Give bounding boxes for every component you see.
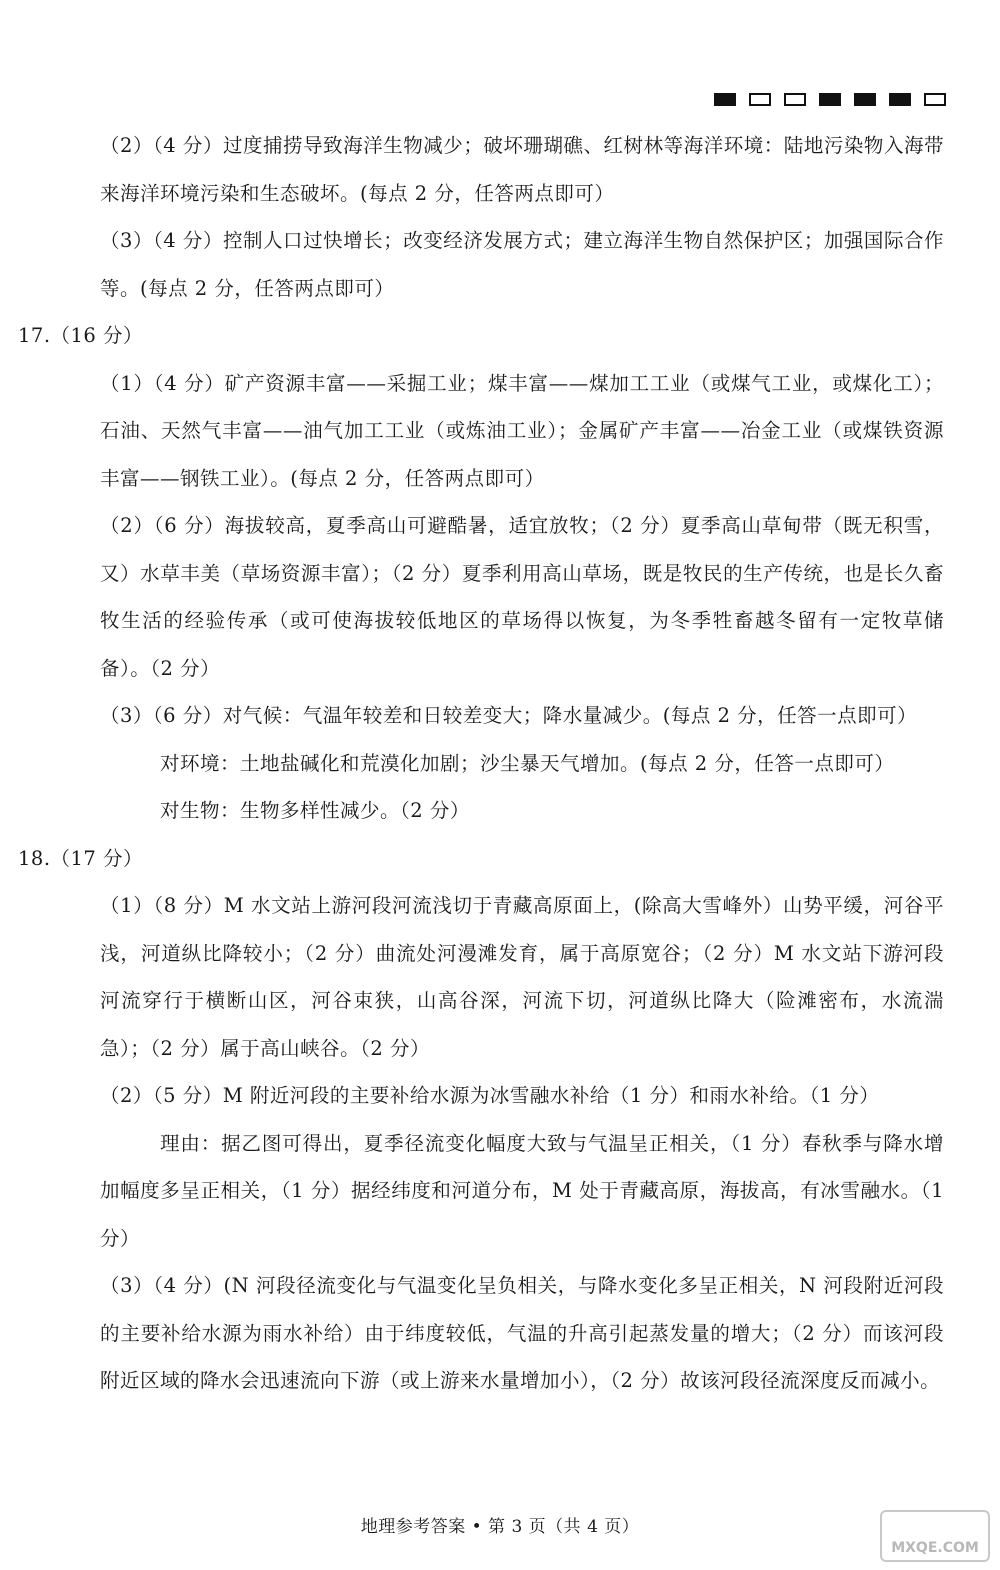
answer-18-3: （3）（4 分）(N 河段径流变化与气温变化呈负相关，与降水变化多呈正相关，N 河段附近河段的主要补给水源为雨水补给）由于纬度较低，气温的升高引起蒸发量的增大；（2 分）而该河段附近区域的降水会迅速流向下游（或上游来水量增加小），（2 分）故该河段径流深度反而减小。	[100, 1274, 944, 1392]
empty-square-marker	[749, 93, 771, 106]
answer-17-2: （2）（6 分）海拔较高，夏季高山可避酷暑，适宜放牧；（2 分）夏季高山草甸带（既无积雪，又）水草丰美（草场资源丰富）；（2 分）夏季利用高山草场，既是牧民的生产传统，也是长久畜牧生活的经验传承（或可使海拔较低地区的草场得以恢复，为冬季牲畜越冬留有一定牧草储备）。（2 分）	[100, 514, 944, 680]
answer-18-1: （1）（8 分）M 水文站上游河段河流浅切于青藏高原面上，(除高大雪峰外）山势平缓，河谷平浅，河道纵比降较小；（2 分）曲流处河漫滩发育，属于高原宽谷；（2 分）M 水文站下游河段河流穿行于横断山区，河谷束狭，山高谷深，河流下切，河道纵比降大（险滩密布，水流湍急）；（2 分）属于高山峡谷。（2 分）	[100, 894, 944, 1060]
empty-square-marker	[924, 93, 946, 106]
page-footer: 地理参考答案 • 第 3 页（共 4 页）	[360, 1517, 640, 1537]
answer-18-2: （2）（5 分）M 附近河段的主要补给水源为冰雪融水补给（1 分）和雨水补给。（1 分）	[100, 1084, 880, 1107]
page-markers	[714, 93, 946, 106]
answer-17-3-environment: 对环境：土地盐碱化和荒漠化加剧；沙尘暴天气增加。(每点 2 分，任答一点即可）	[160, 751, 895, 775]
answer-16-3: （3）（4 分）控制人口过快增长；改变经济发展方式；建立海洋生物自然保护区；加强国际合作等。(每点 2 分，任答两点即可）	[100, 229, 944, 300]
filled-square-marker	[889, 93, 911, 106]
filled-square-marker	[714, 93, 736, 106]
filled-square-marker	[819, 93, 841, 106]
answer-17-3-biology: 对生物：生物多样性减少。（2 分）	[160, 799, 470, 822]
answer-content	[18, 122, 944, 1405]
empty-square-marker	[784, 93, 806, 106]
question-18-heading: 18.（17 分）	[18, 846, 144, 870]
question-17-heading: 17.（16 分）	[18, 324, 144, 347]
filled-square-marker	[854, 93, 876, 106]
site-watermark-logo	[880, 1510, 990, 1562]
answer-18-2-reason: 理由：据乙图可得出，夏季径流变化幅度大致与气温呈正相关，（1 分）春秋季与降水增加幅度多呈正相关，（1 分）据经纬度和河道分布，M 处于青藏高原，海拔高，有冰雪融水。（1 分）	[100, 1131, 944, 1250]
answer-17-1: （1）（4 分）矿产资源丰富——采掘工业；煤丰富——煤加工工业（或煤气工业，或煤化工）；石油、天然气丰富——油气加工工业（或炼油工业）；金属矿产丰富——冶金工业（或煤铁资源丰富——钢铁工业）。(每点 2 分，任答两点即可）	[100, 371, 944, 490]
answer-17-3: （3）（6 分）对气候：气温年较差和日较差变大；降水量减少。(每点 2 分，任答一点即可）	[100, 704, 918, 727]
watermark-text: MXQE.COM	[891, 1540, 979, 1556]
answer-16-2: （2）（4 分）过度捕捞导致海洋生物减少；破坏珊瑚礁、红树林等海洋环境：陆地污染物入海带来海洋环境污染和生态破坏。(每点 2 分，任答两点即可）	[100, 134, 944, 205]
